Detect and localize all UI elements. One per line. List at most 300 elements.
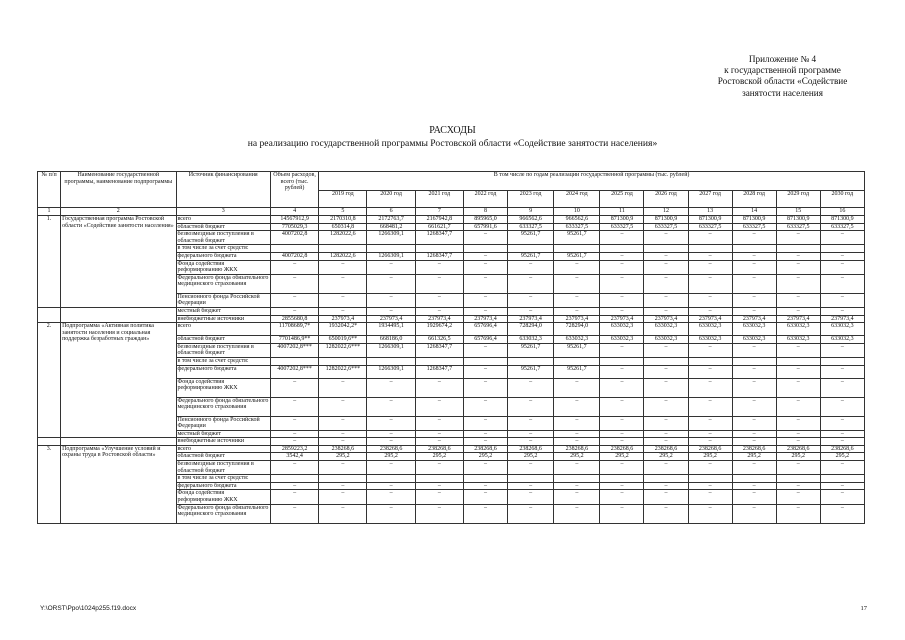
year-value: – <box>820 365 864 378</box>
year-value: – <box>367 378 415 397</box>
year-value: 966562,6 <box>554 216 600 224</box>
year-value <box>415 357 463 365</box>
year-value: 633327,5 <box>508 223 554 231</box>
year-value <box>732 245 776 253</box>
year-value: 95261,7 <box>508 365 554 378</box>
year-value: – <box>644 252 688 260</box>
funding-source: Федерального фонда обязательного медицинского страхования <box>176 274 270 293</box>
year-value: – <box>732 397 776 416</box>
year-value: – <box>319 430 367 438</box>
year-value: – <box>508 274 554 293</box>
funding-source: федерального бюджета <box>176 365 270 378</box>
year-value: – <box>688 343 732 357</box>
year-value: – <box>820 260 864 274</box>
year-value: – <box>319 490 367 504</box>
year-value: – <box>732 365 776 378</box>
year-value: 895965,0 <box>464 216 508 224</box>
year-value: – <box>688 461 732 475</box>
header-year-7: 2025 год <box>600 191 644 208</box>
header-year-2: 2020 год <box>367 191 415 208</box>
year-value: 237973,4 <box>644 315 688 323</box>
year-value: – <box>415 293 463 307</box>
year-value: – <box>732 293 776 307</box>
year-value: – <box>776 397 820 416</box>
year-value: 95261,7 <box>554 343 600 357</box>
year-value: – <box>319 504 367 523</box>
year-value: 1932042,2* <box>319 323 367 336</box>
year-value <box>644 357 688 365</box>
year-value: 650314,8 <box>319 223 367 231</box>
year-value: 1266309,1 <box>367 343 415 357</box>
year-value: – <box>688 482 732 490</box>
year-value: – <box>732 343 776 357</box>
year-value: – <box>820 430 864 438</box>
total-volume: – <box>270 430 318 438</box>
year-value: – <box>415 307 463 315</box>
total-volume: 2859223,2 <box>270 445 318 453</box>
year-value: – <box>820 504 864 523</box>
year-value: 237973,4 <box>776 315 820 323</box>
year-value: 633032,3 <box>554 336 600 344</box>
header-by-year: В том числе по годам реализации государственной программы (тыс. рублей) <box>319 172 865 191</box>
header-colnum-1: 1 <box>38 208 61 216</box>
year-value: – <box>464 231 508 245</box>
year-value: – <box>732 461 776 475</box>
year-value: 633327,5 <box>732 223 776 231</box>
total-volume: – <box>270 438 318 446</box>
funding-source: в том числе за счет средств: <box>176 245 270 253</box>
year-value: 295,2 <box>776 453 820 461</box>
year-value <box>415 475 463 483</box>
total-volume: – <box>270 274 318 293</box>
year-value <box>508 357 554 365</box>
year-value: 633032,3 <box>732 323 776 336</box>
year-value: – <box>644 490 688 504</box>
year-value: 871300,9 <box>820 216 864 224</box>
year-value: 668186,0 <box>367 336 415 344</box>
year-value: 238268,6 <box>367 445 415 453</box>
footer-file-path: Y:\ORST\Ppo\1024p255.f19.docx <box>40 605 137 612</box>
table-body <box>38 216 865 524</box>
year-value: 966562,6 <box>508 216 554 224</box>
year-value: – <box>732 490 776 504</box>
funding-source: безвозмездные поступления в областной бюджет <box>176 343 270 357</box>
year-value: – <box>600 293 644 307</box>
year-value: – <box>644 504 688 523</box>
year-value: – <box>688 260 732 274</box>
year-value: – <box>688 416 732 430</box>
total-volume: – <box>270 461 318 475</box>
year-value: 1934495,1 <box>367 323 415 336</box>
year-value: – <box>732 378 776 397</box>
year-value: 633032,3 <box>820 336 864 344</box>
funding-source: федерального бюджета <box>176 252 270 260</box>
header-colnum-7: 7 <box>415 208 463 216</box>
program-name <box>61 307 176 322</box>
total-volume: 7705029,3 <box>270 223 318 231</box>
year-value: 633032,3 <box>644 336 688 344</box>
year-value: 238268,6 <box>415 445 463 453</box>
year-value: 633327,5 <box>688 223 732 231</box>
year-value: 238268,6 <box>820 445 864 453</box>
year-value: – <box>554 461 600 475</box>
year-value: – <box>367 260 415 274</box>
year-value: 238268,6 <box>464 445 508 453</box>
header-volume: Объем расходов, всего (тыс. рублей) <box>270 172 318 208</box>
total-volume: 4007202,8*** <box>270 343 318 357</box>
year-value <box>319 245 367 253</box>
year-value: – <box>464 397 508 416</box>
total-volume: – <box>270 260 318 274</box>
year-value: 295,2 <box>464 453 508 461</box>
year-value: – <box>319 293 367 307</box>
year-value <box>688 475 732 483</box>
header-year-5: 2023 год <box>508 191 554 208</box>
year-value <box>554 357 600 365</box>
header-colnum-6: 6 <box>367 208 415 216</box>
year-value: 668481,2 <box>367 223 415 231</box>
year-value: – <box>367 482 415 490</box>
year-value: 295,2 <box>554 453 600 461</box>
year-value: 295,2 <box>732 453 776 461</box>
funding-source: внебюджетные источники <box>176 438 270 446</box>
year-value: 237973,4 <box>508 315 554 323</box>
year-value: 238268,6 <box>732 445 776 453</box>
funding-source: Федерального фонда обязательного медицинского страхования <box>176 504 270 523</box>
year-value: 633032,3 <box>688 323 732 336</box>
year-value: 1266309,1 <box>367 365 415 378</box>
year-value: – <box>367 274 415 293</box>
year-value <box>688 357 732 365</box>
year-value: – <box>367 430 415 438</box>
year-value: – <box>464 365 508 378</box>
year-value: – <box>600 504 644 523</box>
header-colnum-5: 5 <box>319 208 367 216</box>
year-value: 871300,9 <box>688 216 732 224</box>
year-value: – <box>688 307 732 315</box>
year-value: – <box>464 378 508 397</box>
year-value: – <box>732 504 776 523</box>
year-value: – <box>415 397 463 416</box>
year-value: – <box>554 482 600 490</box>
year-value: – <box>688 274 732 293</box>
year-value: – <box>464 260 508 274</box>
header-colnum-11: 11 <box>600 208 644 216</box>
funding-source: федерального бюджета <box>176 482 270 490</box>
year-value: 657696,4 <box>464 336 508 344</box>
year-value <box>319 475 367 483</box>
year-value: – <box>600 252 644 260</box>
year-value <box>820 475 864 483</box>
header-name: Наименование государственной программы, наименование подпрограммы <box>61 172 176 208</box>
year-value: 295,2 <box>820 453 864 461</box>
year-value: – <box>820 231 864 245</box>
year-value: 237973,4 <box>820 315 864 323</box>
funding-source: Фонда содействия реформированию ЖКХ <box>176 490 270 504</box>
total-volume: 2855680,8 <box>270 315 318 323</box>
year-value: – <box>776 438 820 446</box>
funding-source: всего <box>176 323 270 336</box>
year-value: 295,2 <box>644 453 688 461</box>
footer-page-number: 17 <box>860 605 867 612</box>
document-title: РАСХОДЫ <box>429 125 476 136</box>
year-value: – <box>554 416 600 430</box>
total-volume <box>270 475 318 483</box>
year-value: 2170310,8 <box>319 216 367 224</box>
year-value: 237973,4 <box>554 315 600 323</box>
year-value: 295,2 <box>600 453 644 461</box>
year-value: – <box>776 231 820 245</box>
year-value: – <box>688 430 732 438</box>
year-value: – <box>464 461 508 475</box>
funding-source: Пенсионного фонда Российской Федерации <box>176 416 270 430</box>
appendix-line-4: занятости населения <box>742 87 823 98</box>
year-value: 633032,3 <box>688 336 732 344</box>
year-value: 237973,4 <box>732 315 776 323</box>
year-value: – <box>688 293 732 307</box>
funding-source: Фонда содействия реформированию ЖКХ <box>176 378 270 397</box>
appendix-heading <box>690 54 875 99</box>
year-value: – <box>776 430 820 438</box>
total-volume: – <box>270 293 318 307</box>
year-value: – <box>319 397 367 416</box>
year-value: 661326,5 <box>415 336 463 344</box>
year-value: – <box>776 378 820 397</box>
year-value: – <box>415 461 463 475</box>
header-colnum-16: 16 <box>820 208 864 216</box>
year-value: – <box>732 260 776 274</box>
year-value: 633032,3 <box>776 336 820 344</box>
table-row <box>38 323 865 336</box>
year-value: – <box>554 397 600 416</box>
appendix-line-3: Ростовской области «Содействие <box>717 76 848 87</box>
year-value: – <box>776 416 820 430</box>
year-value: 633032,3 <box>732 336 776 344</box>
year-value: – <box>732 231 776 245</box>
header-year-1: 2019 год <box>319 191 367 208</box>
header-colnum-12: 12 <box>644 208 688 216</box>
year-value: 1266309,1 <box>367 252 415 260</box>
funding-source: Фонда содействия реформированию ЖКХ <box>176 260 270 274</box>
year-value: – <box>776 274 820 293</box>
year-value: 633327,5 <box>600 223 644 231</box>
year-value: – <box>644 343 688 357</box>
year-value: – <box>644 260 688 274</box>
total-volume <box>270 357 318 365</box>
funding-source: Федерального фонда обязательного медицинского страхования <box>176 397 270 416</box>
year-value: 1282022,6 <box>319 231 367 245</box>
year-value: – <box>776 307 820 315</box>
year-value: – <box>644 461 688 475</box>
year-value: – <box>820 293 864 307</box>
year-value: 238268,6 <box>319 445 367 453</box>
year-value: – <box>820 482 864 490</box>
year-value <box>319 357 367 365</box>
year-value: – <box>644 438 688 446</box>
year-value: 1266309,1 <box>367 231 415 245</box>
year-value: 633032,3 <box>644 323 688 336</box>
total-volume: 4007202,8*** <box>270 365 318 378</box>
year-value: 633032,3 <box>600 336 644 344</box>
program-name: Государственная программа Ростовской области «Содействие занятости населения» <box>61 216 176 308</box>
funding-source: внебюджетные источники <box>176 315 270 323</box>
year-value: – <box>415 490 463 504</box>
year-value: – <box>415 482 463 490</box>
year-value: – <box>732 416 776 430</box>
program-name: Подпрограмма «Активная политика занятости населения и социальная поддержка безработных граждан» <box>61 323 176 438</box>
year-value: – <box>820 490 864 504</box>
header-year-9: 2027 год <box>688 191 732 208</box>
year-value: 95261,7 <box>508 252 554 260</box>
year-value <box>464 245 508 253</box>
year-value: – <box>319 378 367 397</box>
year-value: – <box>644 231 688 245</box>
total-volume: – <box>270 397 318 416</box>
year-value <box>600 245 644 253</box>
funding-source: областной бюджет <box>176 453 270 461</box>
year-value: – <box>554 293 600 307</box>
year-value: – <box>600 416 644 430</box>
year-value <box>732 357 776 365</box>
year-value: – <box>464 307 508 315</box>
year-value: – <box>732 430 776 438</box>
year-value: 1268347,7 <box>415 365 463 378</box>
year-value: – <box>820 438 864 446</box>
total-volume: 14567912,9 <box>270 216 318 224</box>
row-number: 3. <box>38 445 61 523</box>
year-value: – <box>600 343 644 357</box>
year-value: 95261,7 <box>554 252 600 260</box>
program-name: Подпрограмма «Улучшение условий и охраны труда в Ростовской области» <box>61 445 176 523</box>
year-value: – <box>688 504 732 523</box>
year-value: 657991,6 <box>464 223 508 231</box>
row-number: 2. <box>38 323 61 438</box>
year-value: – <box>644 378 688 397</box>
header-year-12: 2030 год <box>820 191 864 208</box>
year-value <box>367 357 415 365</box>
year-value: 871300,9 <box>644 216 688 224</box>
year-value: – <box>644 430 688 438</box>
year-value: 1282022,6*** <box>319 343 367 357</box>
year-value: 238268,6 <box>554 445 600 453</box>
year-value: – <box>644 307 688 315</box>
row-number <box>38 307 61 322</box>
year-value: 237973,4 <box>415 315 463 323</box>
year-value: 238268,6 <box>508 445 554 453</box>
year-value <box>776 357 820 365</box>
year-value: – <box>464 438 508 446</box>
year-value: – <box>464 416 508 430</box>
year-value: 633327,5 <box>776 223 820 231</box>
year-value: – <box>415 430 463 438</box>
year-value: – <box>644 365 688 378</box>
header-year-10: 2028 год <box>732 191 776 208</box>
year-value: – <box>820 397 864 416</box>
year-value: – <box>464 430 508 438</box>
year-value: – <box>820 343 864 357</box>
header-colnum-14: 14 <box>732 208 776 216</box>
header-num: № п/п <box>38 172 61 208</box>
year-value: – <box>554 274 600 293</box>
year-value: – <box>732 252 776 260</box>
year-value: – <box>464 252 508 260</box>
total-volume: – <box>270 378 318 397</box>
year-value: – <box>776 260 820 274</box>
table-row <box>38 307 865 315</box>
row-number <box>38 438 61 446</box>
appendix-line-1: Приложение № 4 <box>748 54 817 64</box>
funding-source: областной бюджет <box>176 223 270 231</box>
year-value: – <box>464 482 508 490</box>
year-value: – <box>554 490 600 504</box>
year-value: 295,2 <box>415 453 463 461</box>
year-value: – <box>600 365 644 378</box>
document-subtitle: на реализацию государственной программы Ростовской области «Содействие занятости населения» <box>247 138 658 149</box>
total-volume: – <box>270 307 318 315</box>
funding-source: в том числе за счет средств: <box>176 357 270 365</box>
year-value <box>820 357 864 365</box>
year-value: – <box>367 416 415 430</box>
year-value: – <box>508 397 554 416</box>
year-value <box>732 475 776 483</box>
year-value: 871300,9 <box>600 216 644 224</box>
year-value: – <box>464 343 508 357</box>
appendix-line-2: к государственной программе <box>724 65 841 76</box>
header-colnum-8: 8 <box>464 208 508 216</box>
year-value: – <box>367 504 415 523</box>
year-value: – <box>600 397 644 416</box>
year-value <box>464 357 508 365</box>
year-value: – <box>554 378 600 397</box>
funding-source: областной бюджет <box>176 336 270 344</box>
year-value: – <box>688 231 732 245</box>
year-value: – <box>820 378 864 397</box>
funding-source: местный бюджет <box>176 430 270 438</box>
year-value <box>600 357 644 365</box>
header-colnum-2: 2 <box>61 208 176 216</box>
year-value: 238268,6 <box>688 445 732 453</box>
year-value <box>644 245 688 253</box>
year-value: – <box>776 252 820 260</box>
expenses-table <box>37 171 865 524</box>
year-value: – <box>776 504 820 523</box>
year-value: – <box>319 307 367 315</box>
year-value: 238268,6 <box>644 445 688 453</box>
header-colnums-row <box>38 208 865 216</box>
year-value: – <box>776 482 820 490</box>
year-value: 95261,7 <box>508 343 554 357</box>
year-value <box>508 475 554 483</box>
year-value <box>367 245 415 253</box>
year-value: – <box>554 438 600 446</box>
header-year-11: 2029 год <box>776 191 820 208</box>
header-year-8: 2026 год <box>644 191 688 208</box>
year-value: – <box>688 397 732 416</box>
year-value: – <box>732 307 776 315</box>
year-value: – <box>415 378 463 397</box>
year-value: – <box>688 365 732 378</box>
year-value: – <box>367 397 415 416</box>
year-value: – <box>732 274 776 293</box>
year-value: 1268347,7 <box>415 343 463 357</box>
year-value <box>415 245 463 253</box>
row-number: 1. <box>38 216 61 308</box>
year-value: – <box>732 482 776 490</box>
year-value: 295,2 <box>367 453 415 461</box>
year-value: 633327,5 <box>644 223 688 231</box>
year-value: – <box>367 293 415 307</box>
year-value: 871300,9 <box>776 216 820 224</box>
